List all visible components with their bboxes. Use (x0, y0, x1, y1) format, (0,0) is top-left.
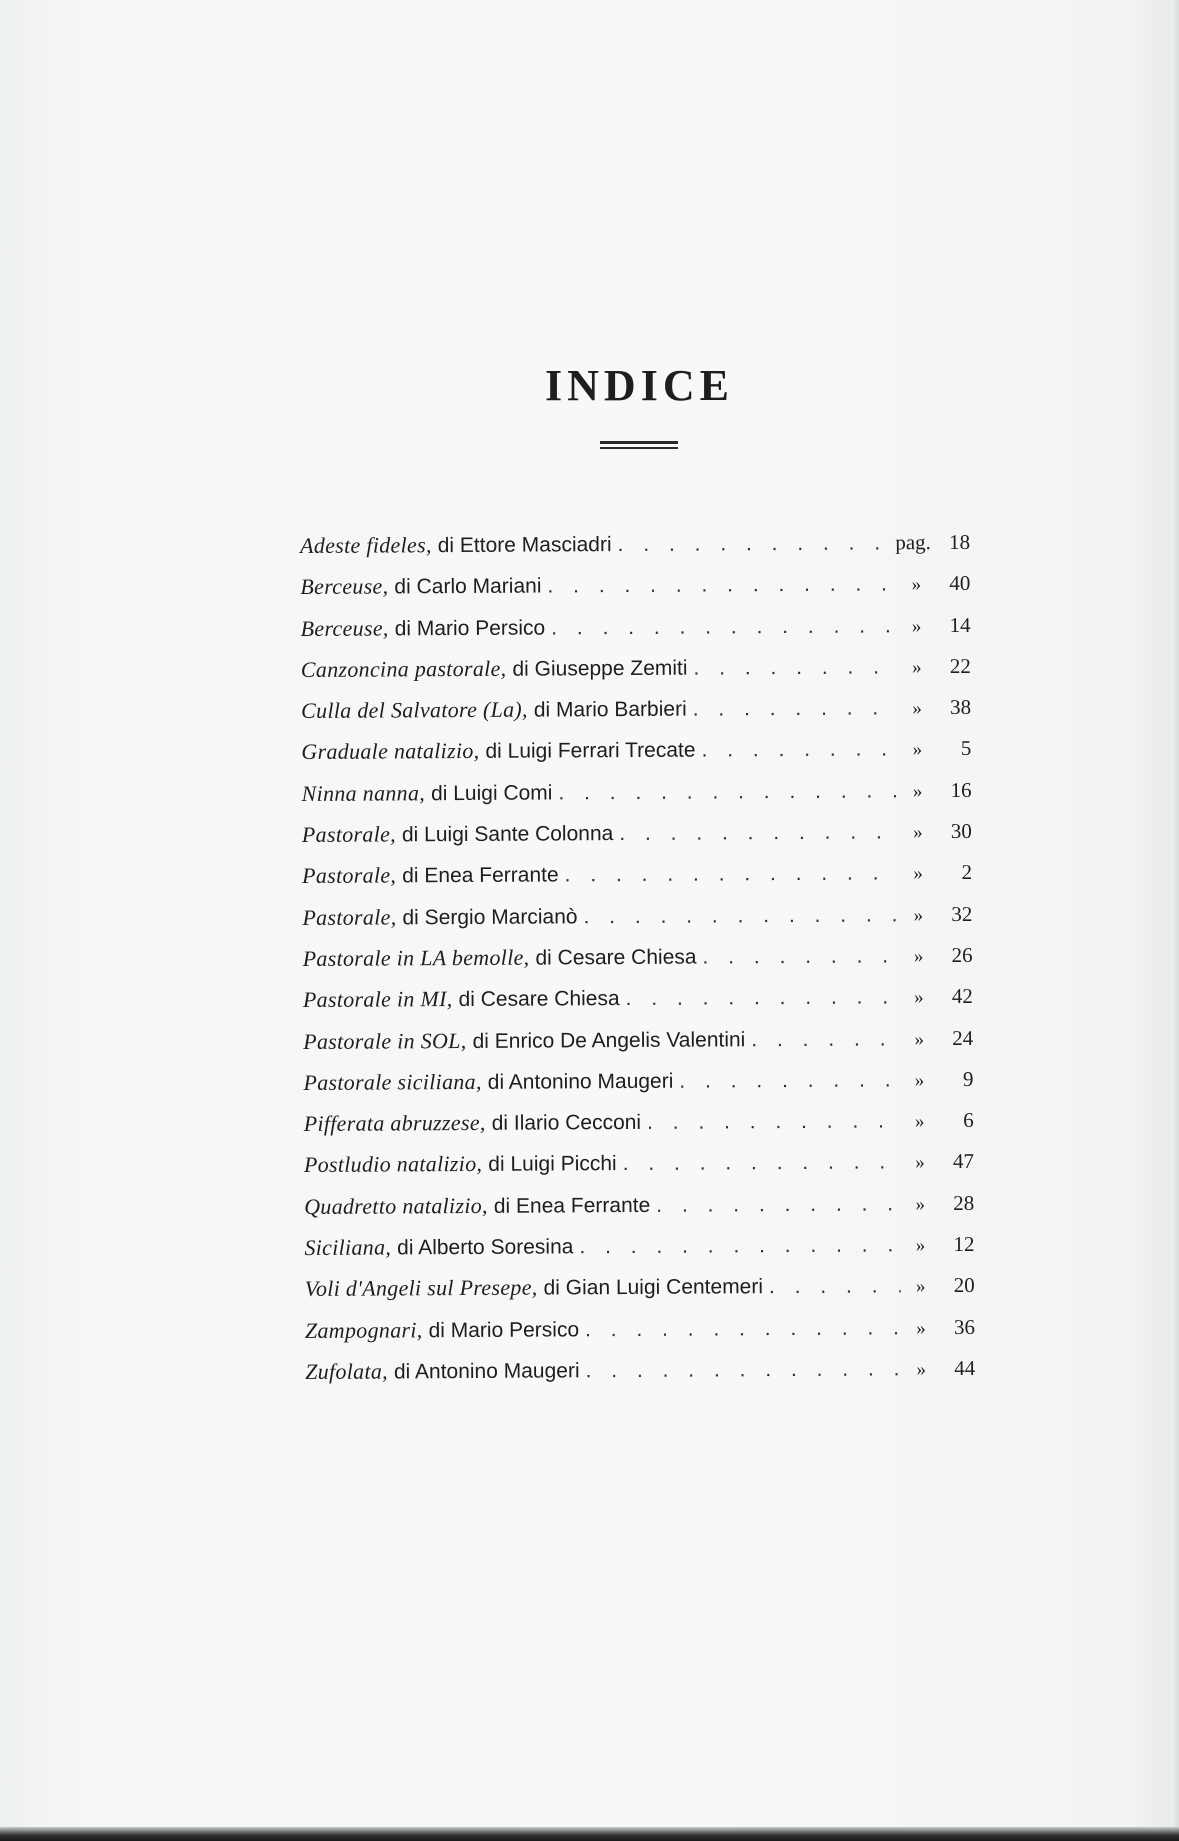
toc-entry-page-marker: » (912, 657, 922, 679)
toc-entry-page-marker: » (914, 1028, 924, 1050)
toc-entry-page-number: 28 (953, 1190, 975, 1215)
toc-entry-page-number: 26 (951, 942, 973, 967)
toc-entry-title: Pastorale, (301, 821, 397, 848)
toc-entry-title: Culla del Salvatore (La), (301, 696, 528, 724)
toc-entry-author: di Enrico De Angelis Valentini (472, 1027, 746, 1053)
toc-entry-page-number: 36 (953, 1314, 975, 1339)
toc-entry-title: Pastorale in SOL, (303, 1027, 467, 1054)
toc-entry-author: di Luigi Picchi (488, 1152, 617, 1177)
toc-entry (302, 851, 972, 896)
dot-leader (617, 522, 890, 565)
dot-leader (579, 1224, 900, 1267)
toc-entry (305, 1347, 975, 1392)
toc-entry-author: di Cesare Chiesa (535, 945, 697, 970)
toc-entry-author: di Mario Persico (428, 1317, 580, 1342)
toc-entry-page-marker: pag. (895, 530, 931, 555)
toc-entry (302, 769, 972, 814)
toc-entry-author: di Carlo Mariani (394, 574, 542, 599)
toc-entry-page-marker: » (913, 822, 923, 844)
toc-entry-page-marker: » (915, 1276, 926, 1298)
toc-entry (304, 1099, 974, 1144)
toc-entry-page-number: 47 (952, 1149, 974, 1174)
toc-entry-author: di Alberto Soresina (397, 1235, 574, 1260)
toc-entry (302, 810, 972, 855)
toc-entry-page-number: 30 (950, 818, 972, 844)
title-double-rule (600, 441, 678, 449)
toc-entry-author: di Antonino Maugeri (487, 1069, 674, 1094)
toc-entry-page-marker: » (913, 863, 923, 885)
toc-entry (303, 975, 973, 1020)
toc-entry-author: di Luigi Comi (430, 781, 553, 805)
toc-entry-page-number: 18 (949, 529, 971, 555)
toc-entry-page-number: 24 (952, 1025, 974, 1050)
toc-entry-title: Ninna nanna, (301, 780, 426, 806)
toc-entry-page-marker: » (914, 1070, 925, 1092)
toc-entry (305, 1306, 975, 1351)
toc-entry-page-number: 44 (954, 1355, 976, 1380)
toc-entry-page-number: 9 (962, 1066, 974, 1091)
toc-entry (301, 686, 971, 731)
dot-leader (585, 1307, 901, 1350)
toc-entry-page-marker: » (912, 698, 922, 720)
toc-entry-author: di Ilario Cecconi (491, 1111, 642, 1135)
dot-leader (769, 1266, 901, 1308)
toc-entry (302, 893, 972, 938)
dot-leader (625, 977, 899, 1020)
page-edge-right (1171, 0, 1179, 1841)
toc-entry-author: di Enea Ferrante (493, 1193, 651, 1218)
page-edge-bottom (0, 1827, 1179, 1841)
toc-entry-author: di Antonino Maugeri (393, 1359, 580, 1384)
toc-entry-page-number: 12 (953, 1231, 975, 1257)
dot-leader (623, 1142, 900, 1185)
dot-leader (551, 605, 897, 648)
dot-leader (558, 770, 897, 813)
toc-entry-page-number: 22 (949, 653, 971, 678)
toc-entry (303, 1016, 973, 1061)
toc-entry-title: Berceuse, (300, 615, 389, 641)
toc-entry-page-marker: » (912, 780, 923, 803)
toc-entry-author: di Enea Ferrante (402, 863, 559, 888)
dot-leader (647, 1101, 900, 1144)
toc-entry-page-number: 14 (949, 612, 971, 637)
toc-entry-author: di Luigi Sante Colonna (401, 822, 614, 847)
toc-entry-title: Berceuse, (300, 573, 389, 600)
dot-leader (619, 811, 898, 854)
dot-leader (693, 646, 897, 688)
page-title: INDICE (545, 361, 734, 410)
toc-entry-page-number: 20 (953, 1273, 975, 1298)
dot-leader (656, 1183, 900, 1225)
toc-entry-title: Zampognari, (304, 1316, 423, 1343)
toc-entry-page-marker: » (912, 739, 923, 761)
toc-entry (301, 727, 971, 772)
toc-entry-author: di Sergio Marcianò (402, 904, 578, 930)
toc-entry-page-number: 6 (963, 1108, 974, 1133)
toc-entry-title: Pastorale in LA bemolle, (302, 944, 530, 971)
toc-entry (303, 1058, 973, 1103)
dot-leader (701, 729, 897, 771)
dot-leader (751, 1018, 899, 1060)
toc-entry-title: Pastorale, (302, 862, 397, 889)
dot-leader (679, 1059, 899, 1101)
toc-entry-page-marker: » (914, 987, 924, 1009)
toc-entry-title: Voli d'Angeli sul Presepe, (304, 1274, 538, 1302)
toc-entry-page-marker: » (915, 1193, 925, 1216)
toc-entry-page-number: 32 (951, 901, 973, 926)
toc-entry-title: Canzoncina pastorale, (300, 655, 507, 682)
dot-leader (547, 564, 896, 607)
table-of-contents (300, 521, 975, 1392)
toc-entry-page-number: 2 (961, 860, 973, 885)
toc-entry-title: Adeste fideles, (300, 532, 432, 558)
toc-entry-author: di Cesare Chiesa (458, 987, 620, 1012)
toc-entry-title: Graduale natalizio, (301, 738, 480, 765)
toc-entry-title: Pastorale in MI, (302, 986, 453, 1013)
toc-entry-title: Postludio natalizio, (303, 1151, 483, 1178)
toc-entry (301, 645, 971, 690)
toc-entry (303, 934, 973, 979)
toc-entry-author: di Mario Barbieri (533, 697, 687, 722)
toc-entry-title: Quadretto natalizio, (304, 1192, 488, 1219)
toc-entry-page-number: 42 (951, 984, 973, 1009)
toc-entry-page-marker: » (916, 1317, 926, 1339)
toc-entry-title: Siciliana, (304, 1234, 392, 1261)
toc-entry (300, 521, 970, 566)
toc-entry-author: di Luigi Ferrari Trecate (485, 739, 696, 764)
toc-entry-page-marker: » (911, 615, 922, 637)
toc-entry-page-number: 40 (949, 571, 971, 596)
toc-entry-title: Pifferata abruzzese, (303, 1110, 486, 1137)
dot-leader (565, 853, 899, 896)
toc-entry-page-marker: » (916, 1359, 926, 1381)
dot-leader (583, 894, 898, 937)
toc-entry-author: di Gian Luigi Centemeri (543, 1275, 764, 1300)
toc-entry (304, 1140, 974, 1185)
toc-entry (305, 1264, 975, 1309)
dot-leader (693, 688, 898, 730)
toc-entry (301, 603, 971, 648)
toc-entry-page-number: 5 (960, 736, 972, 761)
toc-entry-title: Pastorale siciliana, (303, 1068, 482, 1095)
dot-leader (585, 1348, 901, 1391)
toc-entry (300, 562, 970, 607)
toc-entry (304, 1223, 974, 1268)
toc-entry-author: di Ettore Masciadri (437, 533, 612, 558)
toc-entry-author: di Mario Persico (394, 616, 546, 641)
toc-entry-page-number: 16 (950, 777, 972, 802)
dot-leader (702, 935, 898, 977)
toc-entry-page-number: 38 (950, 695, 972, 720)
toc-entry-page-marker: » (913, 946, 924, 968)
toc-entry (304, 1182, 974, 1227)
toc-entry-page-marker: » (914, 1111, 925, 1133)
toc-entry-author: di Giuseppe Zemiti (512, 656, 688, 681)
toc-entry-page-marker: » (915, 1152, 925, 1174)
toc-entry-title: Zufolata, (305, 1358, 389, 1384)
toc-entry-page-marker: » (913, 904, 924, 926)
toc-entry-title: Pastorale, (302, 904, 397, 930)
toc-entry-page-marker: » (915, 1235, 926, 1257)
toc-entry-page-marker: » (911, 574, 922, 596)
